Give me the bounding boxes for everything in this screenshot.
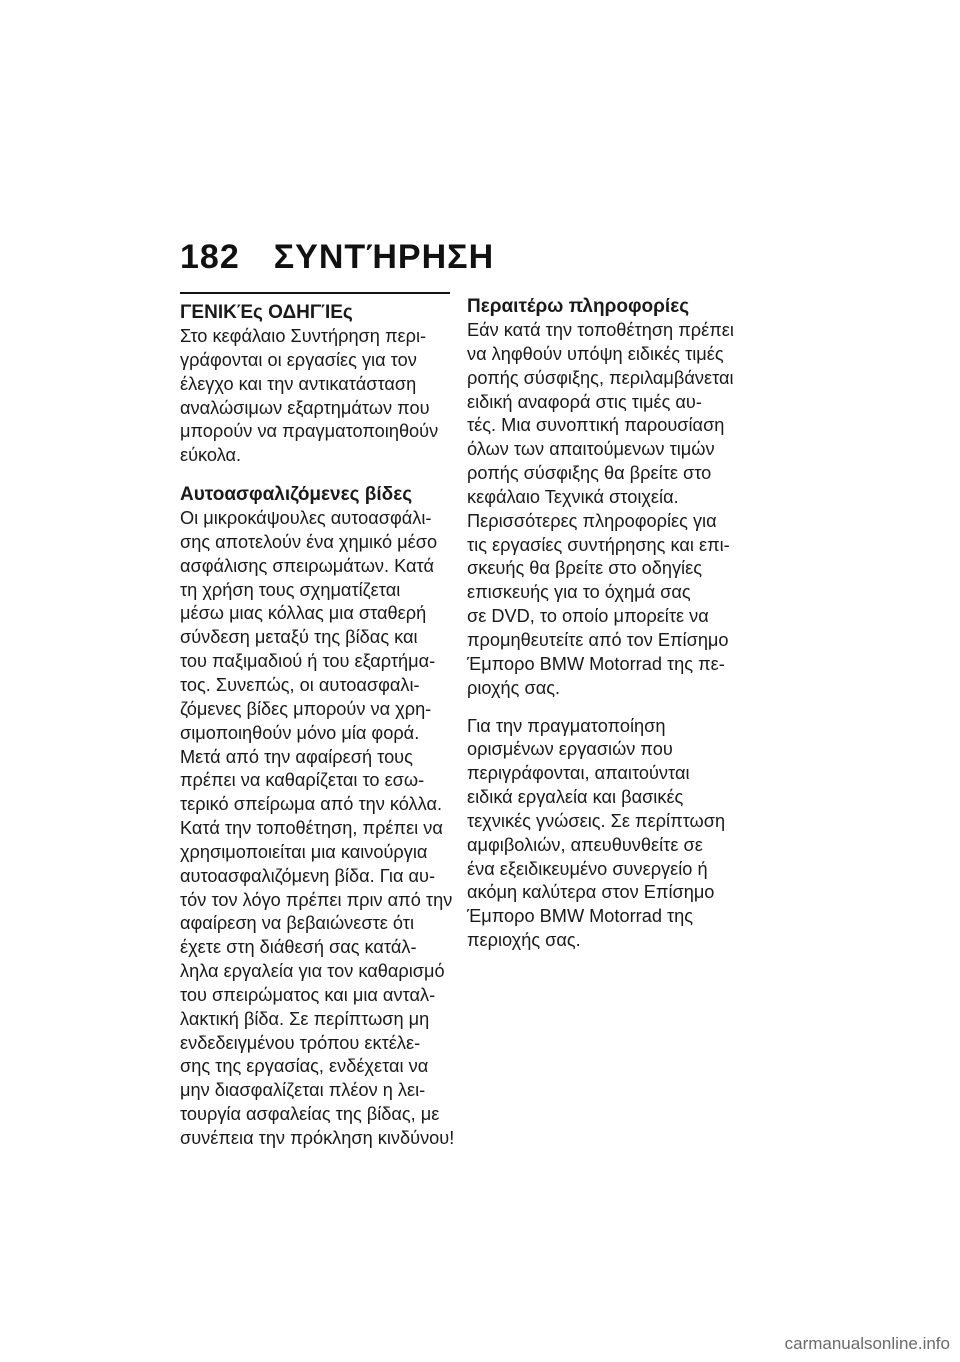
text-line: αμφιβολιών, απευθυνθείτε σε: [467, 834, 703, 855]
text-line: Μετά από την αφαίρεσή τους: [180, 746, 413, 767]
text-line: όλων των απαιτούμενων τιμών: [467, 439, 715, 460]
text-line: Οι μικροκάψουλες αυτοασφάλι-: [180, 508, 432, 529]
text-line: του σπειρώματος και μια ανταλ-: [180, 984, 436, 1005]
text-line: χρησιμοποιείται μια καινούργια: [180, 841, 428, 862]
text-line: προμηθευτείτε από τον Επίσημο: [467, 629, 729, 650]
text-line: Κατά την τοποθέτηση, πρέπει να: [180, 818, 443, 839]
section-divider: [180, 292, 450, 294]
text-line: τουργία ασφαλείας της βίδας, με: [180, 1104, 440, 1125]
text-line: ροπής σύσφιξης θα βρείτε στο: [467, 463, 712, 484]
text-line: μέσω μιας κόλλας μια σταθερή: [180, 603, 427, 624]
text-line: ληλα εργαλεία για τον καθαρισμό: [180, 961, 445, 982]
text-line: τις εργασίες συντήρησης και επι-: [467, 534, 730, 555]
text-line: Περισσότερες πληροφορίες για: [467, 510, 717, 531]
section-text-general: [180, 325, 462, 468]
text-line: του παξιμαδιού ή του εξαρτήμα-: [180, 651, 436, 672]
text-line: εύκολα.: [180, 445, 242, 466]
text-line: συνέπεια την πρόκληση κινδύνου!: [180, 1128, 455, 1148]
text-line: ειδικά εργαλεία και βασικές: [467, 787, 684, 808]
section-text-self-locking-screws: [180, 507, 462, 1151]
text-line: Για την πραγματοποίηση: [467, 715, 666, 736]
section-text-more-info-p2: [467, 715, 757, 953]
text-line: σης της εργασίας, ενδέχεται να: [180, 1056, 429, 1077]
text-line: τεχνικές γνώσεις. Σε περίπτωση: [467, 810, 726, 831]
text-line: πρέπει να καθαρίζεται το εσω-: [180, 770, 425, 791]
text-line: σύνδεση μεταξύ της βίδας και: [180, 627, 418, 648]
text-line: Στο κεφάλαιο Συντήρηση περι-: [180, 326, 427, 346]
text-line: σης αποτελούν ένα χημικό μέσο: [180, 531, 438, 552]
text-line: σιμοποιηθούν μόνο μία φορά.: [180, 722, 420, 743]
text-line: ορισμένων εργασιών που: [467, 739, 673, 760]
text-line: μην διασφαλίζεται πλέον η λει-: [180, 1080, 426, 1101]
text-line: επισκευής για το όχημά σας: [467, 582, 691, 603]
text-line: ροπής σύσφιξης, περιλαμβάνεται: [467, 367, 734, 388]
text-line: αναλώσιμων εξαρτημάτων που: [180, 397, 430, 418]
right-column: [467, 294, 757, 953]
text-line: ασφάλισης σπειρωμάτων. Κατά: [180, 555, 434, 576]
chapter-title: ΣΥΝΤΉΡΗΣΗ: [273, 238, 495, 276]
text-line: αυτοασφαλιζόμενη βίδα. Για αυ-: [180, 865, 436, 886]
text-line: Εάν κατά την τοποθέτηση πρέπει: [467, 320, 734, 340]
text-line: ένα εξειδικευμένο συνεργείο ή: [467, 858, 708, 879]
section-text-more-info-p1: [467, 319, 757, 701]
text-line: σκευής θα βρείτε στο οδηγίες: [467, 558, 702, 579]
footer-watermark: carmanualsonline.info: [784, 1334, 950, 1353]
left-column: [180, 292, 462, 1151]
text-line: τόν τον λόγο πρέπει πριν από την: [180, 889, 453, 910]
text-line: Έμπορο BMW Motorrad της: [467, 906, 694, 927]
text-line: έχετε στη διάθεσή σας κατάλ-: [180, 937, 417, 958]
text-line: περιοχής σας.: [467, 930, 581, 951]
text-line: τές. Μια συνοπτική παρουσίαση: [467, 415, 725, 436]
section-title-self-locking-screws: Αυτοασφαλιζόμενες βίδες: [180, 484, 413, 506]
text-line: αφαίρεση να βεβαιώνεστε ότι: [180, 913, 415, 934]
section-title-more-info: Περαιτέρω πληροφορίες: [467, 296, 690, 317]
text-line: τερικό σπείρωμα από την κόλλα.: [180, 794, 443, 815]
text-line: ριοχής σας.: [467, 677, 561, 698]
text-line: περιγράφονται, απαιτούνται: [467, 763, 690, 784]
text-line: σε DVD, το οποίο μπορείτε να: [467, 606, 709, 627]
text-line: τη χρήση τους σχηματίζεται: [180, 579, 401, 600]
text-line: να ληφθούν υπόψη ειδικές τιμές: [467, 343, 724, 364]
text-line: Έμπορο BMW Motorrad της πε-: [467, 653, 725, 674]
page-number: 182: [180, 238, 240, 276]
text-line: ενδεδειγμένου τρόπου εκτέλε-: [180, 1032, 421, 1053]
text-line: ακόμη καλύτερα στον Επίσημο: [467, 882, 715, 903]
text-line: κεφάλαιο Τεχνικά στοιχεία.: [467, 486, 679, 507]
text-line: μπορούν να πραγματοποιηθούν: [180, 421, 439, 442]
text-line: έλεγχο και την αντικατάσταση: [180, 373, 417, 394]
text-line: ειδική αναφορά στις τιμές αυ-: [467, 391, 702, 412]
text-line: γράφονται οι εργασίες για τον: [180, 349, 417, 370]
page-header: [180, 238, 494, 277]
text-line: ζόμενες βίδες μπορούν να χρη-: [180, 698, 432, 719]
section-title-general: ΓΕΝΙΚΈς ΟΔΗΓΊΕς: [180, 302, 353, 323]
text-line: λακτική βίδα. Σε περίπτωση μη: [180, 1008, 430, 1029]
text-line: τος. Συνεπώς, οι αυτοασφαλι-: [180, 674, 420, 695]
